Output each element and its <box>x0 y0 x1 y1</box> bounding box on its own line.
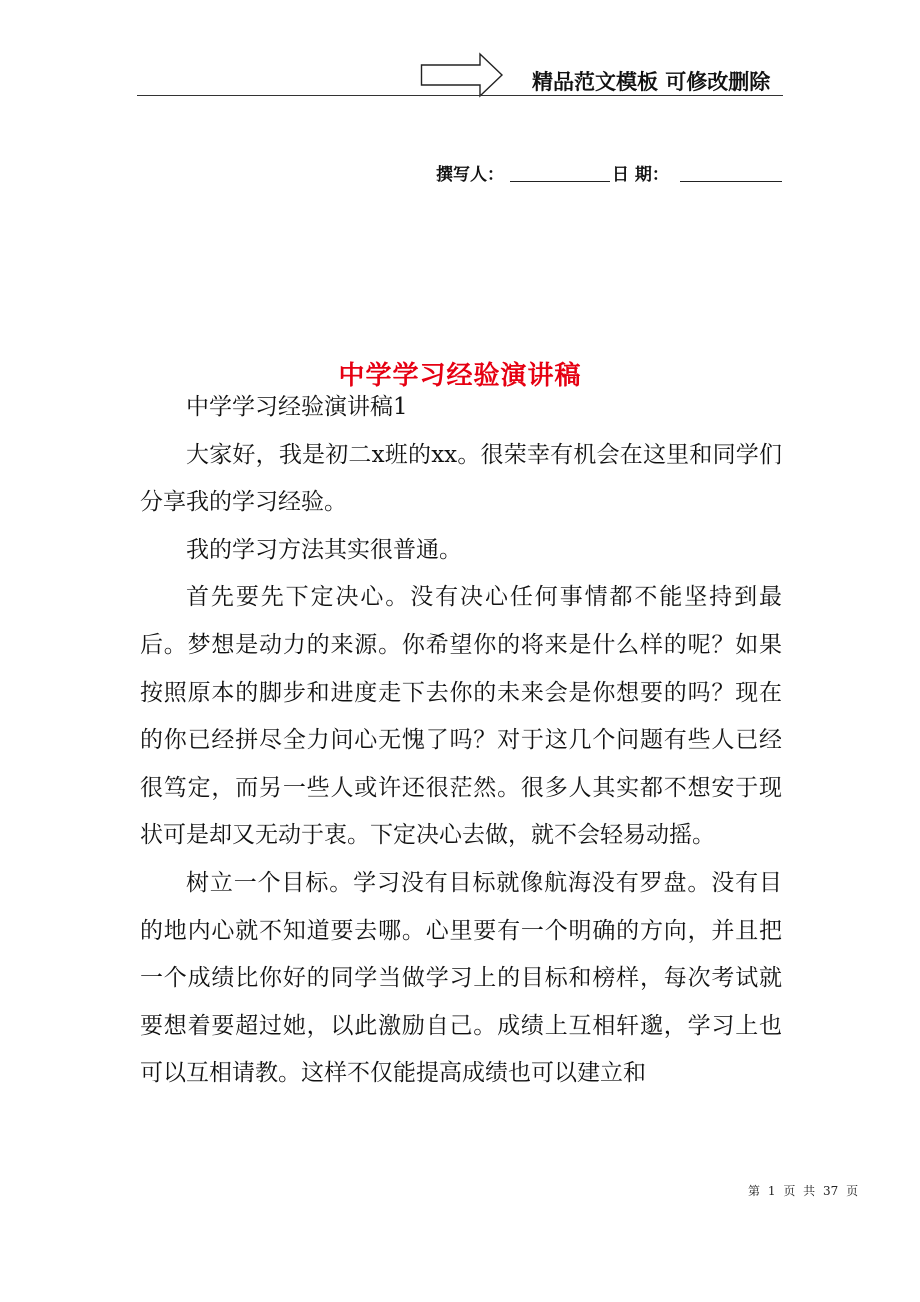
date-blank-line <box>680 181 782 182</box>
paragraph: 中学学习经验演讲稿1 <box>186 394 408 420</box>
total-unit: 页 <box>846 1184 859 1198</box>
paragraph: 树立一个目标。学习没有目标就像航海没有罗盘。没有目的地内心就不知道要去哪。心里要有一个明确的方向，并且把一个成绩比你好的同学当做学习上的目标和榜样，每次考试就要想着要超过她，以此激励自己。成绩上互相轩邈，学习上也可以互相请教。这样不仅能提高成绩也可以建立和 <box>140 869 782 1087</box>
page-unit: 页 <box>783 1184 796 1198</box>
document-body <box>140 384 782 1098</box>
header-divider <box>137 95 783 96</box>
page-prefix: 第 <box>748 1184 761 1198</box>
page-footer <box>748 1182 862 1199</box>
author-label: 撰写人： <box>436 165 504 185</box>
author-date-row <box>436 160 782 186</box>
paragraph: 我的学习方法其实很普通。 <box>186 536 462 563</box>
header-label: 精品范文模板 可修改删除 <box>532 70 771 94</box>
page-number: 1 <box>767 1184 776 1198</box>
date-label: 日 期： <box>612 165 669 185</box>
author-blank-line <box>510 181 610 182</box>
arrow-right-icon <box>420 52 504 98</box>
total-prefix: 共 <box>803 1184 816 1198</box>
paragraph: 大家好，我是初二x班的xx。很荣幸有机会在这里和同学们分享我的学习经验。 <box>140 441 782 516</box>
total-pages: 37 <box>823 1184 839 1198</box>
document-title: 中学学习经验演讲稿 <box>338 361 582 392</box>
paragraph: 首先要先下定决心。没有决心任何事情都不能坚持到最后。梦想是动力的来源。你希望你的将来是什么样的呢？如果按照原本的脚步和进度走下去你的未来会是你想要的吗？现在的你已经拼尽全力问心无愧了吗？对于这几个问题有些人已经很笃定，而另一些人或许还很茫然。很多人其实都不想安于现状可是却又无动于衷。下定决心去做，就不会轻易动摇。 <box>140 584 782 849</box>
